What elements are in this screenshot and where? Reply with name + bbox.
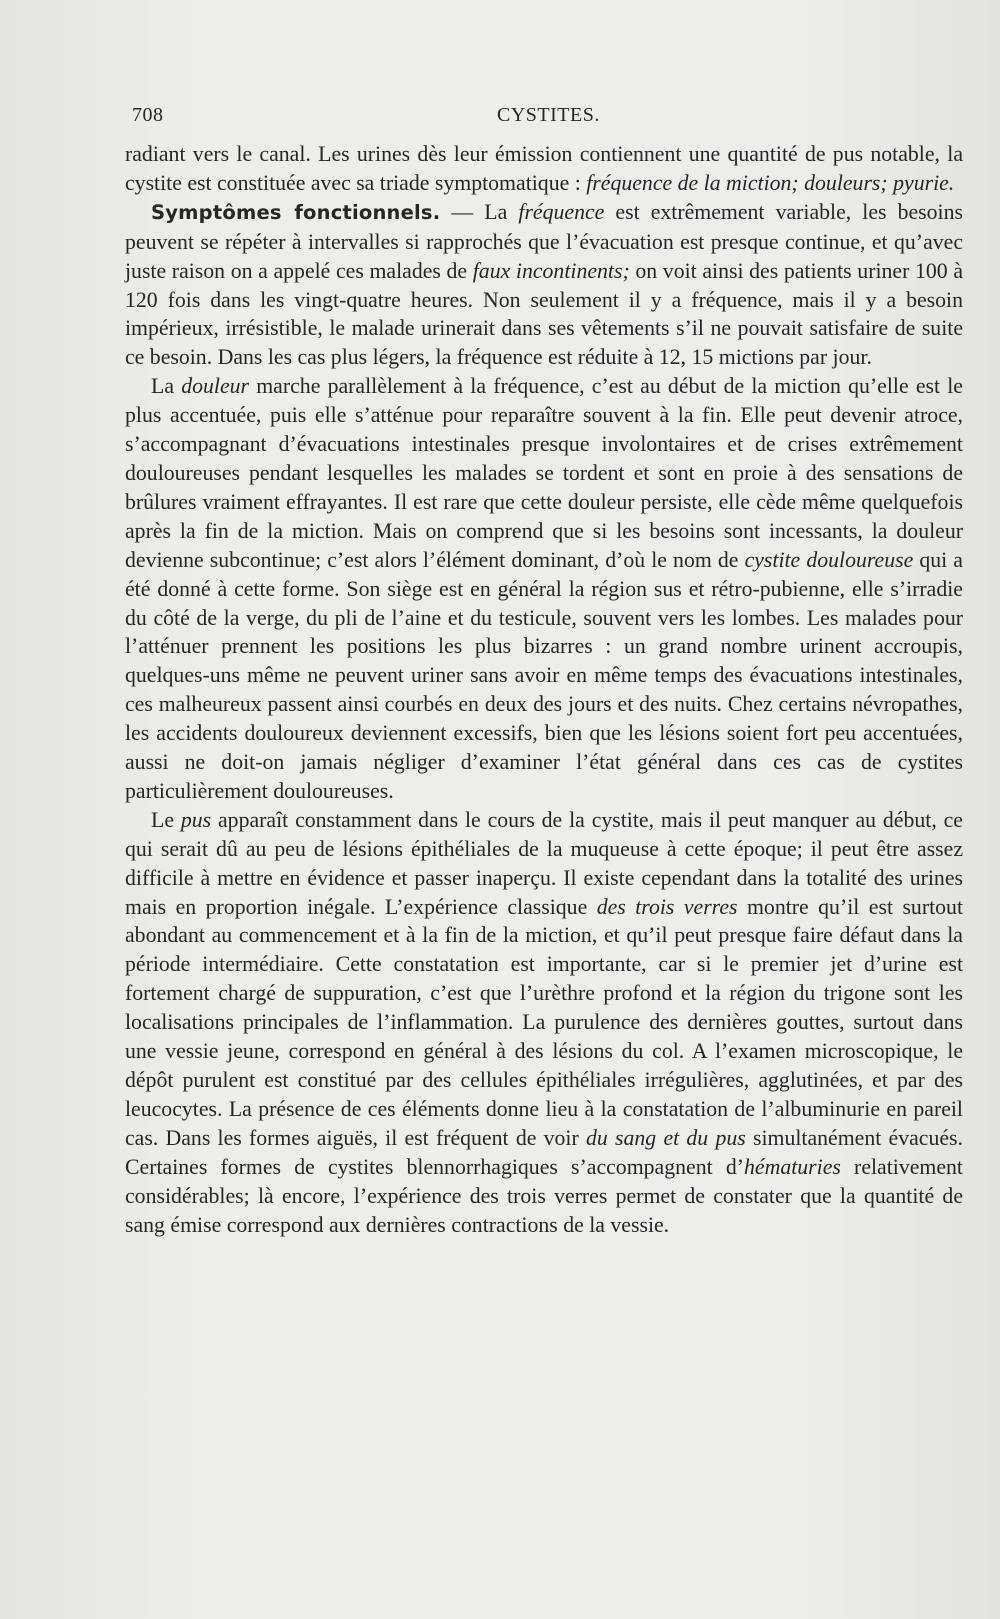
text-run: La [151, 374, 182, 399]
paragraph [125, 806, 963, 1240]
italic-text: douleur [181, 374, 250, 399]
italic-text: hématuries [744, 1154, 841, 1179]
paragraph [125, 198, 963, 372]
paragraph [125, 372, 963, 806]
text-run: marche parallèlement à la fréquence, c’est au début de la miction qu’elle est le plus accentuée, puis elle s’atténue pour reparaître souvent à la fin. Elle peut devenir atroce, s’accompagnant d’évacuations intestinales presque involontaires et de crises extrêmement douloureuses pendant lesquelles les malades se tordent et sont en proie à des sensations de brûlures vraiment effrayantes. Il est rare que cette douleur persiste, elle cède même quelquefois après la fin de la miction. Mais on comprend que si les besoins sont incessants, la douleur devienne subcontinue; c’est alors l’élément dominant, d’où le nom de [125, 374, 963, 572]
page-number: 708 [132, 104, 164, 126]
text-run: Le [151, 807, 181, 832]
italic-text: fréquence de la miction; douleurs; pyurie. [586, 170, 955, 195]
text-run: montre qu’il est surtout abondant au commencement et à la fin de la miction, et qu’il peut presque faire défaut dans la période intermédiaire. Cette constatation est importante, car si le premier jet d’urine est fortement chargé de suppuration, c’est que l’urèthre profond et la région du trigone sont les localisations principales de l’inflammation. La purulence des dernières gouttes, surtout dans une vessie jeune, correspond en général à des lésions du col. A l’examen microscopique, le dépôt purulent est constitué par des cellules épithéliales irrégulières, agglutinées, et par des leucocytes. La présence de ces éléments donne lieu à la constatation de l’albuminurie en pareil cas. Dans les formes aiguës, il est fréquent de voir [125, 894, 963, 1150]
italic-text: cystite douloureuse [744, 547, 914, 572]
text-run: radiant vers le canal. Les urines dès leur émission contiennent une quantité de pus notable, la cystite est constituée avec sa triade symptomatique : [125, 142, 963, 195]
italic-text: fréquence [518, 199, 605, 224]
page-header [132, 104, 962, 134]
text-run: simultanément évacués. Certaines formes de cystites blennorrhagiques s’accompagnent d’ [125, 1125, 963, 1179]
text-run: on voit ainsi des patients uriner 100 à 120 fois dans les vingt-quatre heures. Non seulement il y a fréquence, mais il y a besoin impérieux, irrésistible, le malade urinerait dans ses vêtements s’il ne pouvait satisfaire de suite ce besoin. Dans les cas plus légers, la fréquence est réduite à 12, 15 mictions par jour. [125, 258, 963, 370]
body-text [125, 140, 963, 1239]
text-run: relativement considérables; là encore, l’expérience des trois verres permet de constater que la quantité de sang émise correspond aux dernières contractions de la vessie. [125, 1154, 963, 1237]
text-run: est extrêmement variable, les besoins peuvent se répéter à intervalles si rapprochés que l’évacuation est presque continue, et qu’avec juste raison on a appelé ces malades de [125, 199, 963, 283]
text-run: — La [440, 199, 519, 224]
italic-text: pus [180, 807, 212, 832]
running-title: CYSTITES. [497, 104, 600, 126]
text-run: apparaît constamment dans le cours de la cystite, mais il peut manquer au début, ce qui serait dû au peu de lésions épithéliales de la muqueuse à cette époque; il peut être assez difficile à mettre en évidence et passer inaperçu. Il existe cependant dans la totalité des urines mais en proportion inégale. L’expérience classique [125, 807, 963, 919]
text-run: qui a été donné à cette forme. Son siège est en général la région sus et rétro-pubienne, elle s’irradie du côté de la verge, du pli de l’aine et du testicule, souvent vers les lombes. Les malades pour l’atténuer prennent les positions les plus bizarres : un grand nombre urinent accroupis, quelques-uns même ne peuvent uriner sans avoir en même temps des évacuations intestinales, ces malheureux passent ainsi courbés en deux des jours et des nuits. Chez certains névropathes, les accidents douloureux deviennent excessifs, bien que les lésions soient fort peu accentuées, aussi ne doit-on jamais négliger d’examiner l’état général dans ces cas de cystites particulièrement douloureuses. [125, 547, 963, 803]
italic-text: faux incontinents; [472, 258, 630, 283]
italic-text: des trois verres [596, 894, 738, 919]
section-heading: Symptômes fonctionnels. [151, 200, 441, 224]
paragraph [125, 140, 963, 198]
italic-text: du sang et du pus [585, 1125, 746, 1150]
